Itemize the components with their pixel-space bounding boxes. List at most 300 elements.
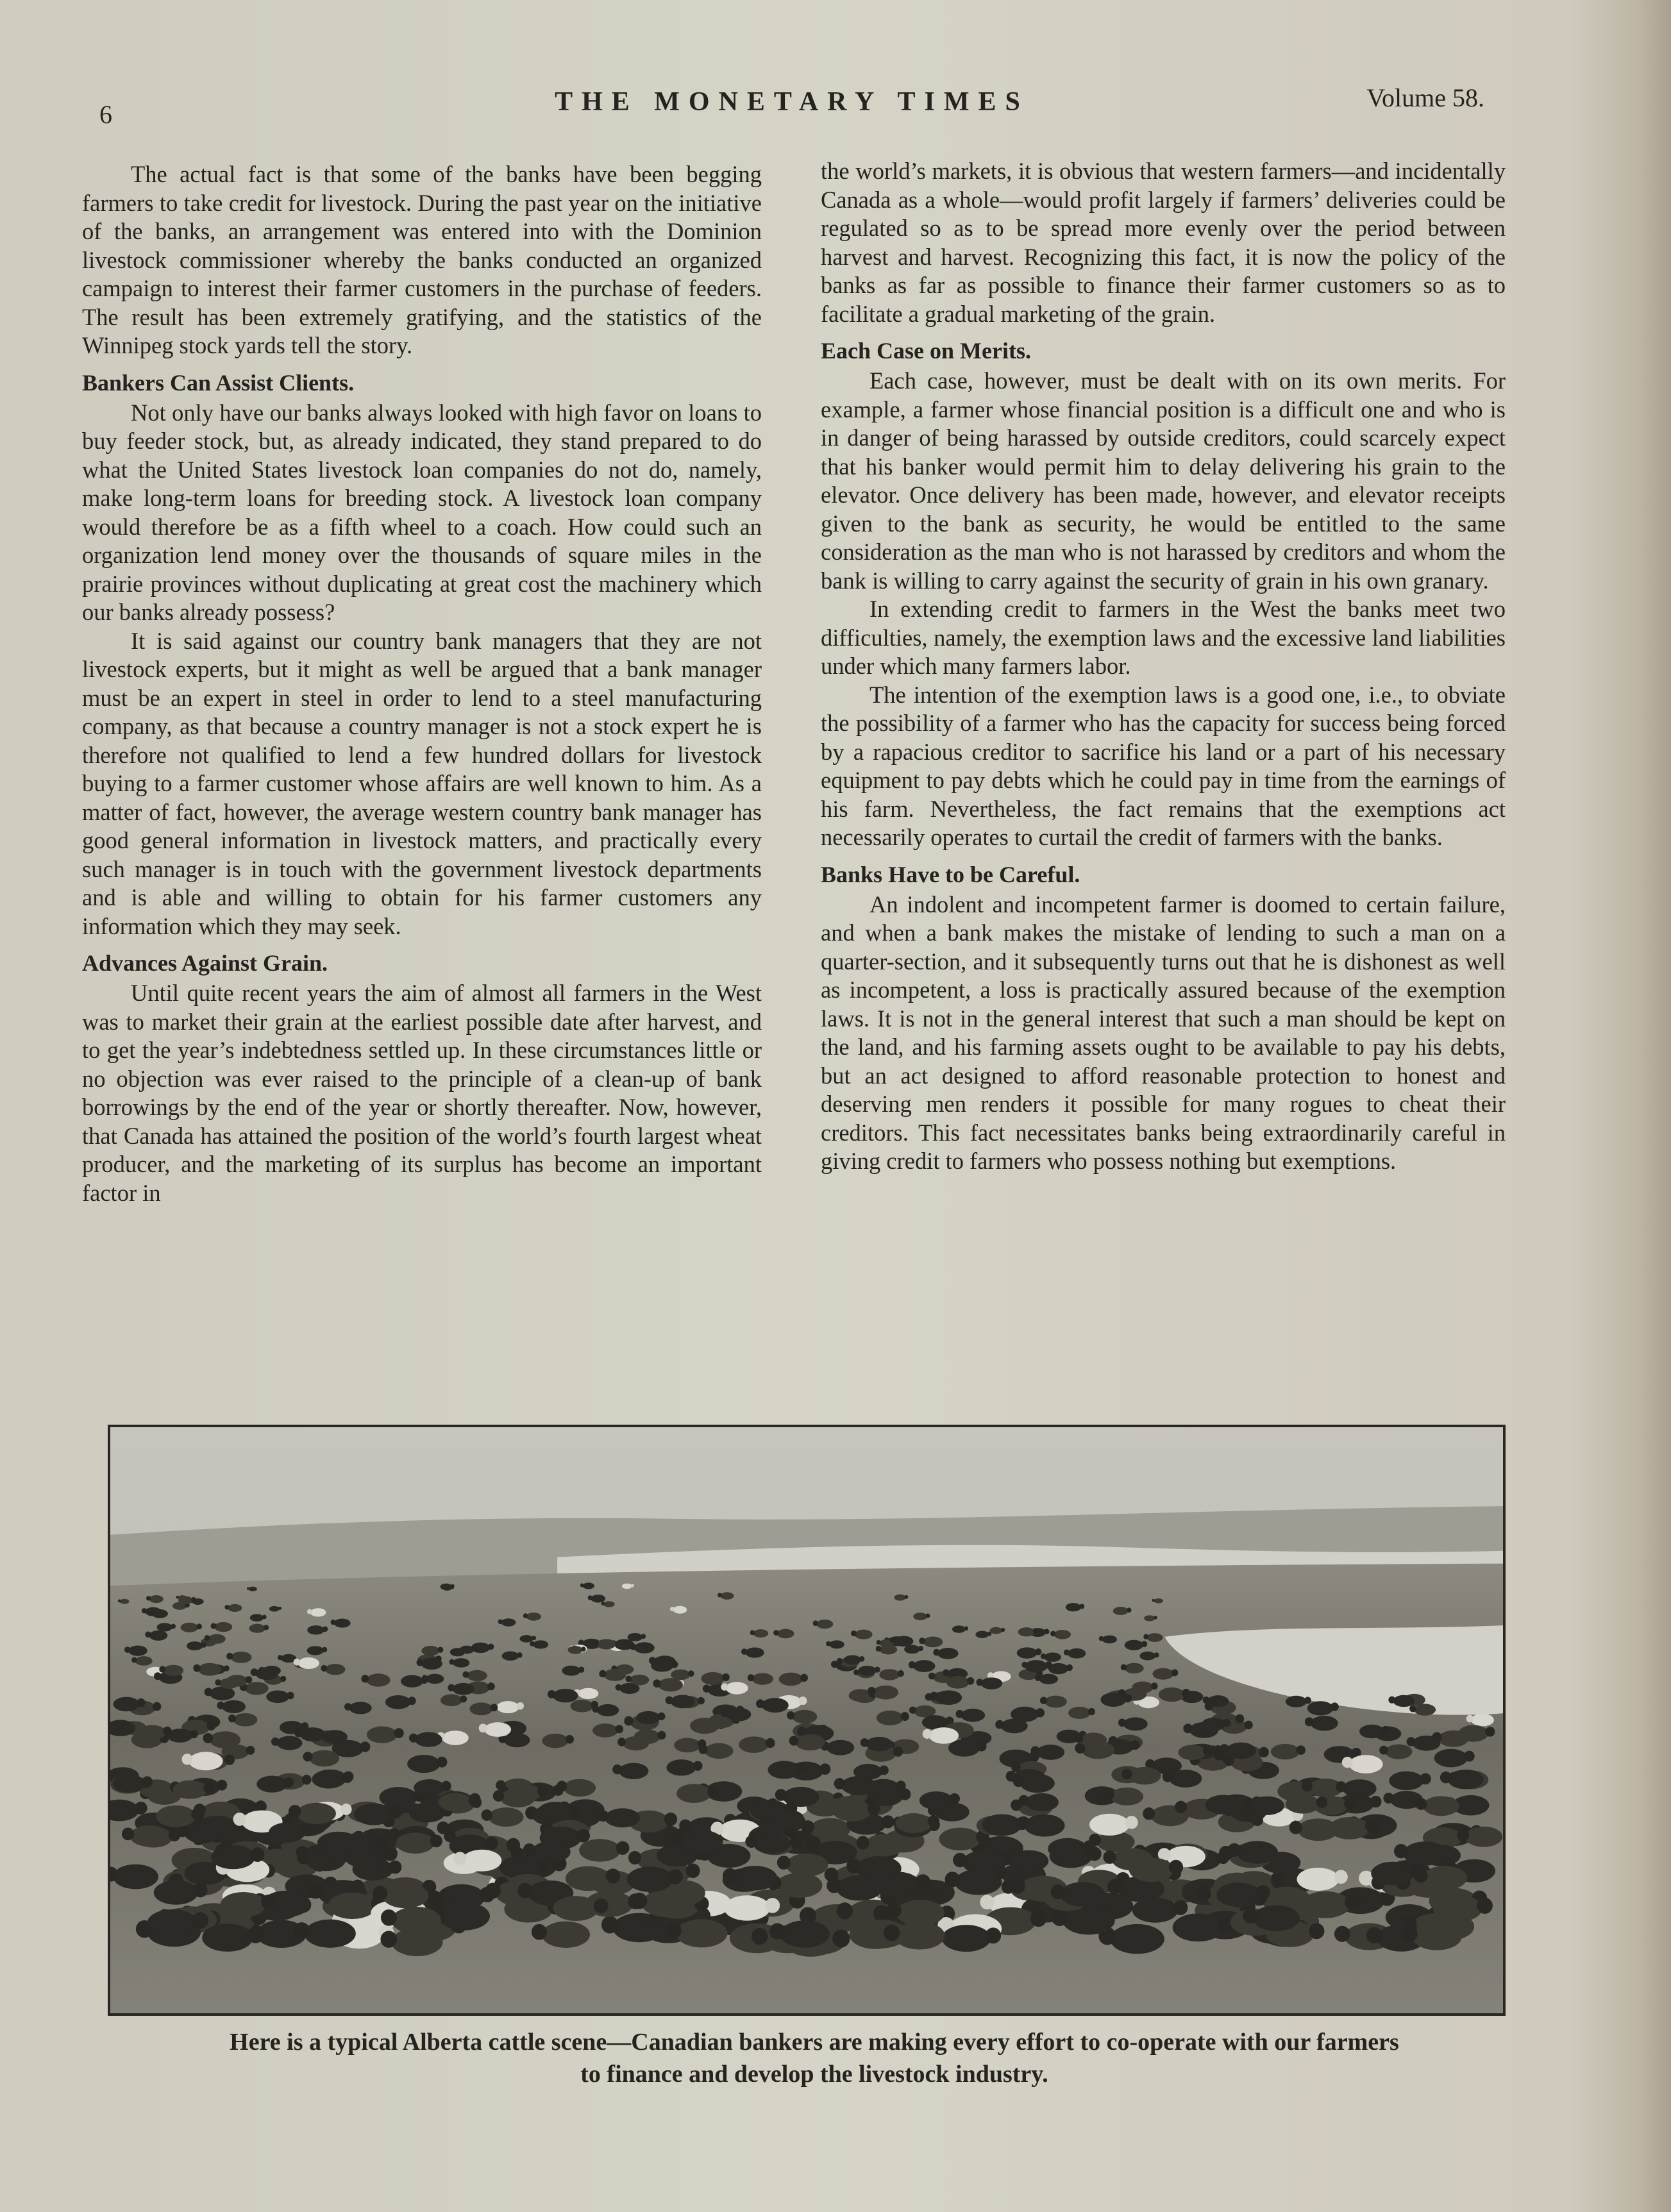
cow-silhouette [894,1595,906,1601]
cow-head [1107,1879,1123,1894]
cow-head [421,1677,428,1684]
cow-head [1031,1746,1040,1755]
cow-silhouette [249,1587,257,1591]
cow-head [380,1931,397,1947]
cow-head [228,1714,236,1722]
cow-silhouette [732,1866,777,1891]
cow-head [342,1772,353,1783]
cow-head [879,1766,889,1775]
cow-head [986,1927,1002,1943]
cow-head [1075,1734,1083,1743]
cow-silhouette [592,1723,618,1738]
cow-head [278,1655,283,1660]
cow-silhouette [591,1595,605,1603]
cow-head [884,1925,900,1941]
cow-silhouette [334,1619,351,1628]
cow-head [191,1597,196,1602]
cow-silhouette [222,1700,246,1713]
cow-head [246,1676,253,1683]
cow-silhouette [975,1631,989,1638]
cow-head [777,1856,791,1870]
cow-head [448,1684,455,1691]
cow-silhouette [309,1750,339,1767]
cow-silhouette [1343,1779,1377,1798]
cow-silhouette [841,1776,876,1795]
cow-head [616,1684,622,1691]
cow-silhouette [269,1823,305,1843]
cow-silhouette [1068,1707,1091,1719]
cow-head [1151,1682,1158,1689]
cow-head [301,1825,313,1837]
cow-head [1305,1717,1314,1726]
cow-head [289,1805,301,1818]
cow-silhouette [269,1606,280,1612]
cow-head [248,1927,264,1943]
cow-head [566,1735,574,1744]
paragraph: In extending credit to farmers in the West the banks meet two difficulties, namely, the exemption laws and the excessive land liabilities under which many farmers labor. [821,596,1506,679]
cow-head [131,1657,137,1663]
cow-silhouette [1110,1924,1164,1954]
cow-head [193,1883,207,1898]
cow-silhouette [266,1691,289,1704]
cow-silhouette [1025,1793,1059,1811]
cow-head [485,1837,498,1850]
cow-head [1099,1636,1104,1641]
cow-head [201,1642,206,1647]
cow-silhouette [1471,1714,1494,1727]
cow-silhouette [553,1689,578,1702]
cow-head [381,1909,397,1926]
cow-silhouette [1132,1898,1179,1923]
cow-head [1302,1780,1313,1791]
cow-silhouette [1253,1906,1300,1931]
cow-head [745,1836,757,1848]
cow-silhouette [1001,1719,1028,1734]
cow-head [1121,1769,1132,1780]
cow-head [491,1704,498,1711]
cow-silhouette [1286,1696,1307,1707]
cow-head [383,1847,398,1861]
cow-head [569,1804,581,1815]
cow-silhouette [187,1641,203,1650]
cow-head [1477,1898,1493,1914]
cow-head [606,1868,621,1883]
cow-head [321,1665,327,1672]
cow-head [953,1853,967,1868]
cow-silhouette [1403,1841,1447,1866]
cow-silhouette [214,1622,232,1632]
cow-head [790,1836,802,1849]
cow-silhouette [180,1623,198,1632]
cow-head [1013,1776,1024,1788]
cow-head [787,1711,795,1720]
cow-silhouette [1129,1767,1161,1785]
cow-head [915,1874,930,1889]
cow-head [1316,1797,1327,1808]
cow-silhouette [939,1828,981,1851]
cow-silhouette [962,1850,1007,1875]
cow-head [599,1670,606,1677]
cow-head [205,1635,210,1641]
cow-silhouette [221,1892,266,1917]
cow-head [135,1802,147,1814]
cow-silhouette [673,1606,687,1614]
cow-silhouette [855,1630,873,1639]
cow-head [171,1624,176,1629]
paragraph: An indolent and incompetent farmer is doomed to certain failure, and when a bank makes the mistake of lending to such a man on a quarter-section, and it subsequently turns out that he is dishonest as well as incompetent, a loss is practically assured because of the exemption laws. It is not in the general interest that such a man should be kept on the land, and his farming assets ought to be available to pay his debts, but an act designed to afford reasonable protection to honest and deserving men renders it possible for many rogues to cheat their creditors. This fact necessitates banks being extraordinarily careful in giving credit to farmers who possess nothing but exemptions. [821,891,1506,1174]
cow-head [827,1878,841,1893]
cow-silhouette [919,1791,953,1810]
cow-head [698,1745,707,1754]
cow-head [949,1793,960,1804]
cow-silhouette [467,1670,487,1681]
cow-silhouette [307,1625,324,1635]
cow-silhouette [990,1627,1003,1634]
cow-silhouette [414,1779,444,1796]
cow-silhouette [113,1697,140,1712]
cow-silhouette [250,1614,264,1621]
cow-silhouette [1139,1652,1155,1661]
cow-head [588,1595,592,1600]
cow-silhouette [982,1814,1021,1836]
cow-head [1256,1885,1270,1900]
cow-head [977,1741,987,1751]
cow-head [775,1789,787,1801]
cow-head [1388,1697,1395,1704]
cow-silhouette [502,1652,519,1661]
cow-head [1127,1607,1132,1613]
cow-silhouette [605,1808,640,1827]
cattle-herd-image [110,1427,1504,2014]
cow-head [271,1738,280,1746]
cow-head [832,1929,850,1947]
cow-silhouette [147,1909,197,1937]
cow-head [217,1780,227,1791]
cow-head [1121,1664,1127,1670]
cow-silhouette [1144,1615,1155,1621]
cow-head [773,1630,779,1636]
cow-head [670,1607,675,1611]
cow-silhouette [298,1657,319,1669]
cow-head [718,1593,722,1597]
cow-head [1413,1868,1427,1883]
cow-silhouette [1089,1814,1129,1836]
cow-head [995,1720,1003,1729]
cow-head [666,1697,673,1705]
cow-head [1169,1860,1183,1875]
cow-head [658,1713,666,1720]
cow-silhouette [339,1833,379,1855]
cow-silhouette [149,1630,167,1641]
cow-silhouette [942,1925,991,1952]
cow-head [193,1664,201,1672]
cow-head [576,1829,590,1842]
cow-head [1379,1746,1388,1755]
cow-head [688,1670,694,1677]
cow-silhouette [1359,1725,1384,1738]
cow-head [453,1852,466,1864]
cow-silhouette [720,1592,734,1600]
cow-head [487,1682,495,1690]
cow-head [250,1847,264,1862]
cow-silhouette [777,1873,823,1898]
cow-silhouette [937,1648,959,1659]
cow-head [1394,1844,1408,1858]
cow-head [877,1640,881,1645]
cow-head [1171,1669,1179,1676]
cow-silhouette [879,1669,900,1680]
cow-head [473,1646,477,1652]
cow-silhouette [780,1920,830,1948]
cow-silhouette [497,1701,519,1713]
cow-silhouette [228,1604,242,1612]
cow-head [955,1710,963,1718]
cow-head [617,1738,626,1746]
cow-head [307,1609,312,1614]
cow-head [641,1634,646,1639]
cow-head [211,1623,217,1629]
cow-head [1016,1816,1029,1830]
cow-head [1370,1796,1382,1807]
cow-silhouette [1152,1668,1173,1680]
cow-silhouette [671,1695,695,1708]
cow-head [1064,1650,1070,1655]
cow-head [671,1661,678,1668]
cow-silhouette [202,1923,253,1952]
cow-head [1123,1694,1132,1702]
cow-silhouette [1159,1688,1185,1702]
cow-silhouette [1068,1648,1086,1659]
cow-silhouette [961,1709,985,1722]
cow-silhouette [676,1919,728,1947]
cow-silhouette [674,1738,700,1753]
cow-head [703,1684,710,1692]
cow-head [323,1626,328,1632]
cow-silhouette [827,1740,854,1755]
cow-silhouette [680,1830,723,1854]
cow-silhouette [1393,1695,1415,1707]
cow-silhouette [928,1727,959,1744]
cow-silhouette [256,1776,287,1793]
cow-silhouette [407,1755,440,1773]
cow-silhouette [753,1834,791,1854]
cow-head [893,1747,903,1757]
cow-silhouette [913,1613,927,1620]
cow-head [665,1922,682,1939]
cow-silhouette [562,1666,580,1676]
cow-head [389,1861,401,1874]
cow-head [215,1679,221,1686]
cow-head [394,1728,403,1738]
cow-head [1104,1850,1116,1864]
cow-head [834,1778,845,1789]
cow-head [1402,1925,1418,1942]
cow-head [1035,1648,1041,1655]
cow-silhouette [1423,1796,1459,1816]
cow-silhouette [553,1896,599,1921]
cow-silhouette [571,1700,594,1713]
cow-head [876,1646,882,1652]
cow-silhouette [1178,1745,1205,1760]
cow-head [1173,1900,1188,1915]
cow-head [206,1721,215,1730]
cow-silhouette [752,1673,773,1684]
cow-silhouette [1271,1744,1300,1759]
cow-head [233,1813,246,1826]
cow-head [628,1851,641,1864]
cow-head [765,1898,780,1913]
cow-head [264,1625,269,1630]
cow-silhouette [1297,1868,1339,1891]
cow-head [653,1679,660,1688]
cow-silhouette [112,1775,146,1793]
cow-silhouette [946,1676,970,1689]
cow-head [1033,1629,1038,1634]
cow-head [964,1626,969,1630]
cow-head [142,1608,147,1613]
cow-silhouette [1024,1814,1064,1837]
cow-head [1045,1661,1052,1669]
cow-silhouette [519,1635,533,1643]
cow-head [722,1673,730,1681]
cow-silhouette [578,1688,599,1699]
cow-head [246,1746,255,1755]
cow-head [1196,1886,1211,1901]
cow-silhouette [1025,1660,1047,1672]
cow-silhouette [566,1866,611,1891]
cow-silhouette [579,1839,621,1862]
cow-silhouette [1020,1774,1055,1793]
cow-silhouette [705,1743,734,1759]
cow-head [374,1835,387,1848]
cow-head [1125,1816,1138,1829]
cow-silhouette [113,1864,158,1889]
cow-head [976,1679,983,1686]
cow-head [1088,1708,1095,1715]
cow-silhouette [1329,1817,1370,1839]
cow-head [1407,1737,1416,1746]
cow-head [918,1646,923,1651]
cow-head [625,1675,632,1682]
cow-head [190,1730,198,1738]
cow-head [294,1659,301,1666]
cow-silhouette [1250,1797,1284,1815]
cow-head [1382,1726,1390,1734]
cow-silhouette [866,1737,892,1752]
cow-silhouette [439,1902,490,1931]
cow-head [278,1607,281,1610]
cow-head [598,1810,609,1822]
cow-head [468,1795,479,1806]
cow-head [203,1733,213,1743]
cow-head [980,1895,994,1909]
cow-silhouette [923,1637,943,1648]
cow-silhouette [856,1856,902,1881]
cow-silhouette [753,1629,769,1638]
cow-silhouette [628,1633,643,1641]
cow-head [479,1723,487,1732]
cow-silhouette [1385,1744,1412,1759]
cow-silhouette [542,1734,568,1748]
cow-silhouette [844,1655,861,1664]
cow-head [1440,1772,1452,1783]
cow-head [530,1641,535,1646]
cow-silhouette [1349,1755,1383,1773]
cow-head [1182,1689,1190,1698]
cow-head [846,1859,861,1873]
section-heading: Each Case on Merits. [821,338,1031,364]
cow-head [1235,1714,1244,1723]
cow-silhouette [896,1900,945,1926]
cow-silhouette [184,1823,221,1843]
cow-head [507,1838,520,1852]
cow-head [441,1781,451,1791]
paragraph: The intention of the exemption laws is a good one, i.e., to obviate the possibility of a farmer who has the capacity for success being forced by a rapacious creditor to sacrifice his land or a part of his necessary equipment to pay debts which he could pay in time from the earnings of his farm. Nevertheless, the fact remains that the exemptions act necessarily operates to curtail the credit of farmers with the banks. [821,681,1506,850]
cow-head [899,1788,911,1800]
cow-silhouette [164,1665,183,1676]
cow-silhouette [1458,1725,1488,1742]
cow-head [322,1647,327,1653]
cow-head [224,1605,229,1609]
cow-head [1104,1789,1114,1800]
cow-head [1040,1697,1047,1704]
cow-silhouette [154,1881,198,1905]
cow-head [297,1851,310,1864]
cow-head [1228,1843,1241,1857]
cow-silhouette [1113,1607,1129,1615]
cow-head [1259,1747,1269,1757]
cow-head [145,1632,151,1638]
cow-silhouette [896,1813,932,1833]
cow-head [124,1646,131,1653]
cow-silhouette [135,1656,153,1666]
cow-silhouette [128,1645,147,1655]
cow-silhouette [152,1609,168,1618]
cow-head [631,1893,647,1909]
cow-head [741,1648,747,1655]
cow-silhouette [603,1601,614,1607]
cow-silhouette [426,1674,444,1684]
cow-silhouette [651,1659,673,1672]
cow-head [943,1670,949,1677]
cow-head [1245,1721,1253,1730]
cow-head [1331,1702,1339,1711]
cow-head [1141,1641,1147,1647]
cow-silhouette [630,1675,650,1686]
cow-head [137,1698,145,1707]
cow-head [427,1891,442,1906]
left-column [82,160,762,1430]
cow-head [797,1763,807,1773]
cow-silhouette [829,1640,844,1648]
cow-silhouette [1125,1640,1143,1650]
cow-head [1050,1631,1055,1637]
cow-head [698,1697,705,1705]
cow-head [360,1741,371,1752]
cow-head [142,1776,153,1787]
cow-head [224,1754,235,1764]
cow-silhouette [211,1845,255,1870]
cow-silhouette [642,1890,692,1918]
cow-head [1243,1908,1258,1923]
cow-silhouette [233,1713,257,1727]
cow-silhouette [537,1802,573,1822]
paragraph: Until quite recent years the aim of almost all farmers in the West was to market their grain at the earliest possible date after harvest, and to get the year’s indebtedness settled up. In these circumstances little or no objection was ever raised to the principle of a clean-up of bank borrowings by the end of the year or shortly thereafter. Now, however, that Canada has attained the position of the world’s fourth largest wheat producer, and the marketing of its surplus has become an important factor in [82,980,762,1206]
cow-head [721,1683,728,1691]
cow-head [344,1703,351,1711]
cow-silhouette [952,1625,966,1633]
cow-silhouette [459,1646,474,1654]
